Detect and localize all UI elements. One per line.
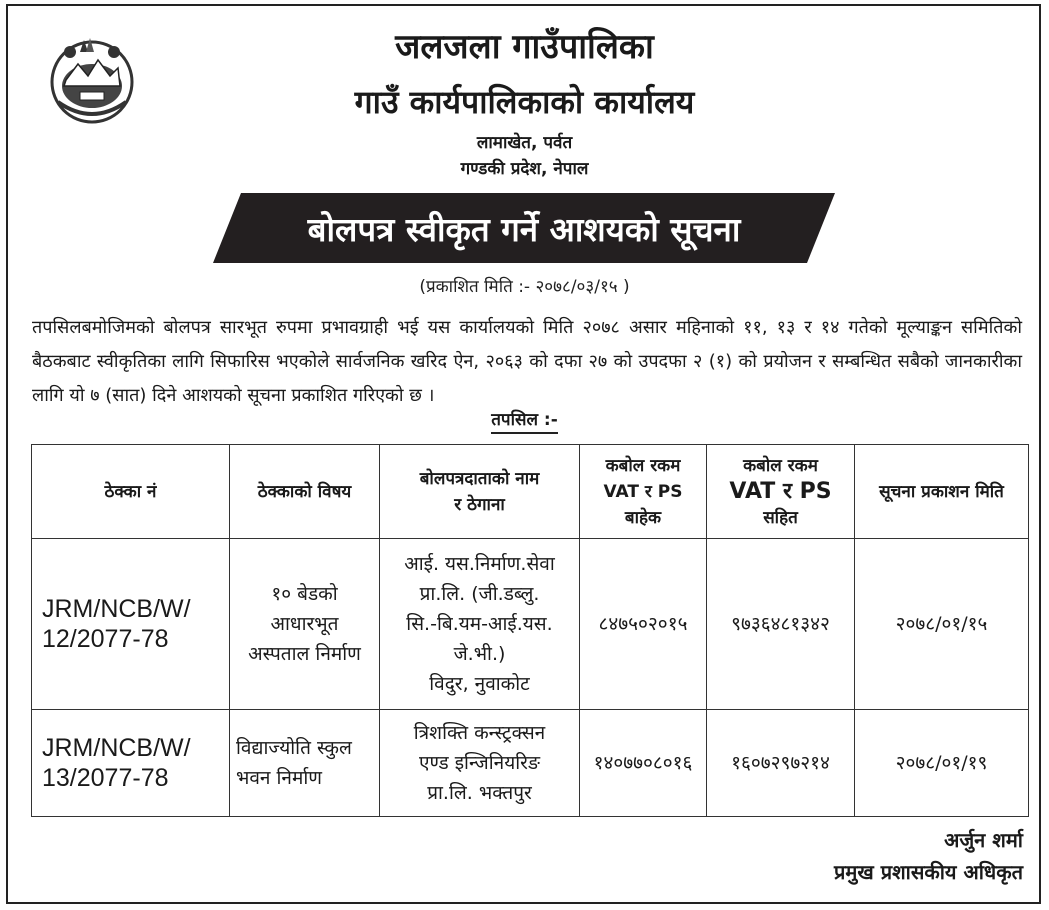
- table-row: [32, 710, 1029, 817]
- bidder-line3: सि.-बि.यम-आई.यस.: [406, 613, 553, 635]
- published-date: (प्रकाशित मिति :- २०७८/०३/१५ ): [419, 277, 630, 297]
- header-bidder: [380, 445, 580, 539]
- signatory-title: प्रमुख प्रशासकीय अधिकृत: [834, 860, 1023, 884]
- header-bidder-line2: र ठेगाना: [454, 494, 505, 515]
- office-subtitle: गाउँ कार्यपालिकाको कार्यालय: [354, 83, 695, 121]
- bidder-cell: [380, 539, 580, 710]
- subject-line1: विद्याज्योति स्कुल: [236, 737, 352, 759]
- contract-no-cell: [32, 539, 230, 710]
- location-line-1: लामाखेत, पर्वत: [476, 133, 573, 153]
- bidder-cell: [380, 710, 580, 817]
- office-name: जलजला गाउँपालिका: [395, 27, 654, 67]
- notice-body: तपसिलबमोजिमको बोलपत्र सारभूत रुपमा प्रभावग्राही भई यस कार्यालयको मिति २०७८ असार महिनाको ११, १३ र १४ गतेको मूल्याङ्कन समितिको बैठकबाट स्वीकृतिका लागि सिफारिस भएकोले सार्वजनिक खरिद ऐन, २०६३ को दफा २७ को उपदफा २ (१) को प्रयोजन र सम्बन्धित सबैको जानकारीका लागि यो ७ (सात) दिने आशयको सूचना प्रकाशित गरिएको छ ।: [32, 317, 1023, 406]
- subject-cell: [230, 710, 380, 817]
- header-subject: ठेक्काको विषय: [230, 445, 380, 539]
- bidder-line5: विदुर, नुवाकोट: [429, 673, 530, 695]
- header-amount-incl-line2: VAT र PS: [729, 478, 832, 504]
- contract-no-line2: 12/2077-78: [42, 625, 169, 653]
- bidder-line4: जे.भी.): [453, 643, 506, 665]
- header-amount-excl-line3: बाहेक: [624, 507, 662, 528]
- notice-date-cell: २०७८/०१/१५: [855, 539, 1029, 710]
- amount-excl-cell: ८४७५०२०१५: [580, 539, 707, 710]
- subject-cell: [230, 539, 380, 710]
- contract-no-cell: [32, 710, 230, 817]
- header-bidder-line1: बोलपत्रदाताको नाम: [419, 468, 540, 489]
- contract-no-line1: JRM/NCB/W/: [42, 734, 191, 762]
- header-amount-excl-line1: कबोल रकम: [605, 455, 681, 476]
- header-amount-incl: [707, 445, 855, 539]
- header-contract-no: ठेक्का नं: [32, 445, 230, 539]
- signatory-name: अर्जुन शर्मा: [944, 828, 1023, 852]
- contract-no-line2: 13/2077-78: [42, 764, 169, 792]
- header-notice-date: सूचना प्रकाशन मिति: [855, 445, 1029, 539]
- schedule-label: तपसिल :-: [491, 410, 558, 434]
- subject-line2: आधारभूत: [270, 613, 339, 635]
- bidder-line1: आई. यस.निर्माण.सेवा: [404, 553, 555, 575]
- bidder-line1: त्रिशक्ति कन्स्ट्रक्सन: [413, 722, 546, 744]
- contract-no-line1: JRM/NCB/W/: [42, 595, 191, 623]
- bidder-line3: प्रा.लि. भक्तपुर: [427, 782, 532, 804]
- bidder-line2: एण्ड इन्जिनियरिङ: [418, 752, 541, 774]
- bidder-line2: प्रा.लि. (जी.डब्लु.: [419, 583, 540, 605]
- bid-table: [31, 444, 1029, 817]
- subject-line3: अस्पताल निर्माण: [248, 643, 361, 665]
- table-header-row: [32, 445, 1029, 539]
- header-amount-excl-line2: VAT र PS: [603, 481, 683, 502]
- amount-incl-cell: १६०७२९७२१४: [707, 710, 855, 817]
- schedule-label-wrap: [0, 407, 1049, 430]
- subject-line1: १० बेडको: [271, 583, 338, 605]
- header-amount-incl-line3: सहित: [763, 507, 798, 528]
- header-amount-excl: [580, 445, 707, 539]
- notice-date-cell: २०७८/०१/१९: [855, 710, 1029, 817]
- subject-line2: भवन निर्माण: [236, 767, 322, 789]
- amount-excl-cell: १४०७७०८०१६: [580, 710, 707, 817]
- header-amount-incl-line1: कबोल रकम: [743, 455, 818, 476]
- location-line-2: गण्डकी प्रदेश, नेपाल: [460, 159, 589, 179]
- table-row: [32, 539, 1029, 710]
- notice-title-banner: [213, 193, 835, 263]
- amount-incl-cell: ९७३६४८१३४२: [707, 539, 855, 710]
- notice-title: बोलपत्र स्वीकृत गर्ने आशयको सूचना: [307, 209, 741, 249]
